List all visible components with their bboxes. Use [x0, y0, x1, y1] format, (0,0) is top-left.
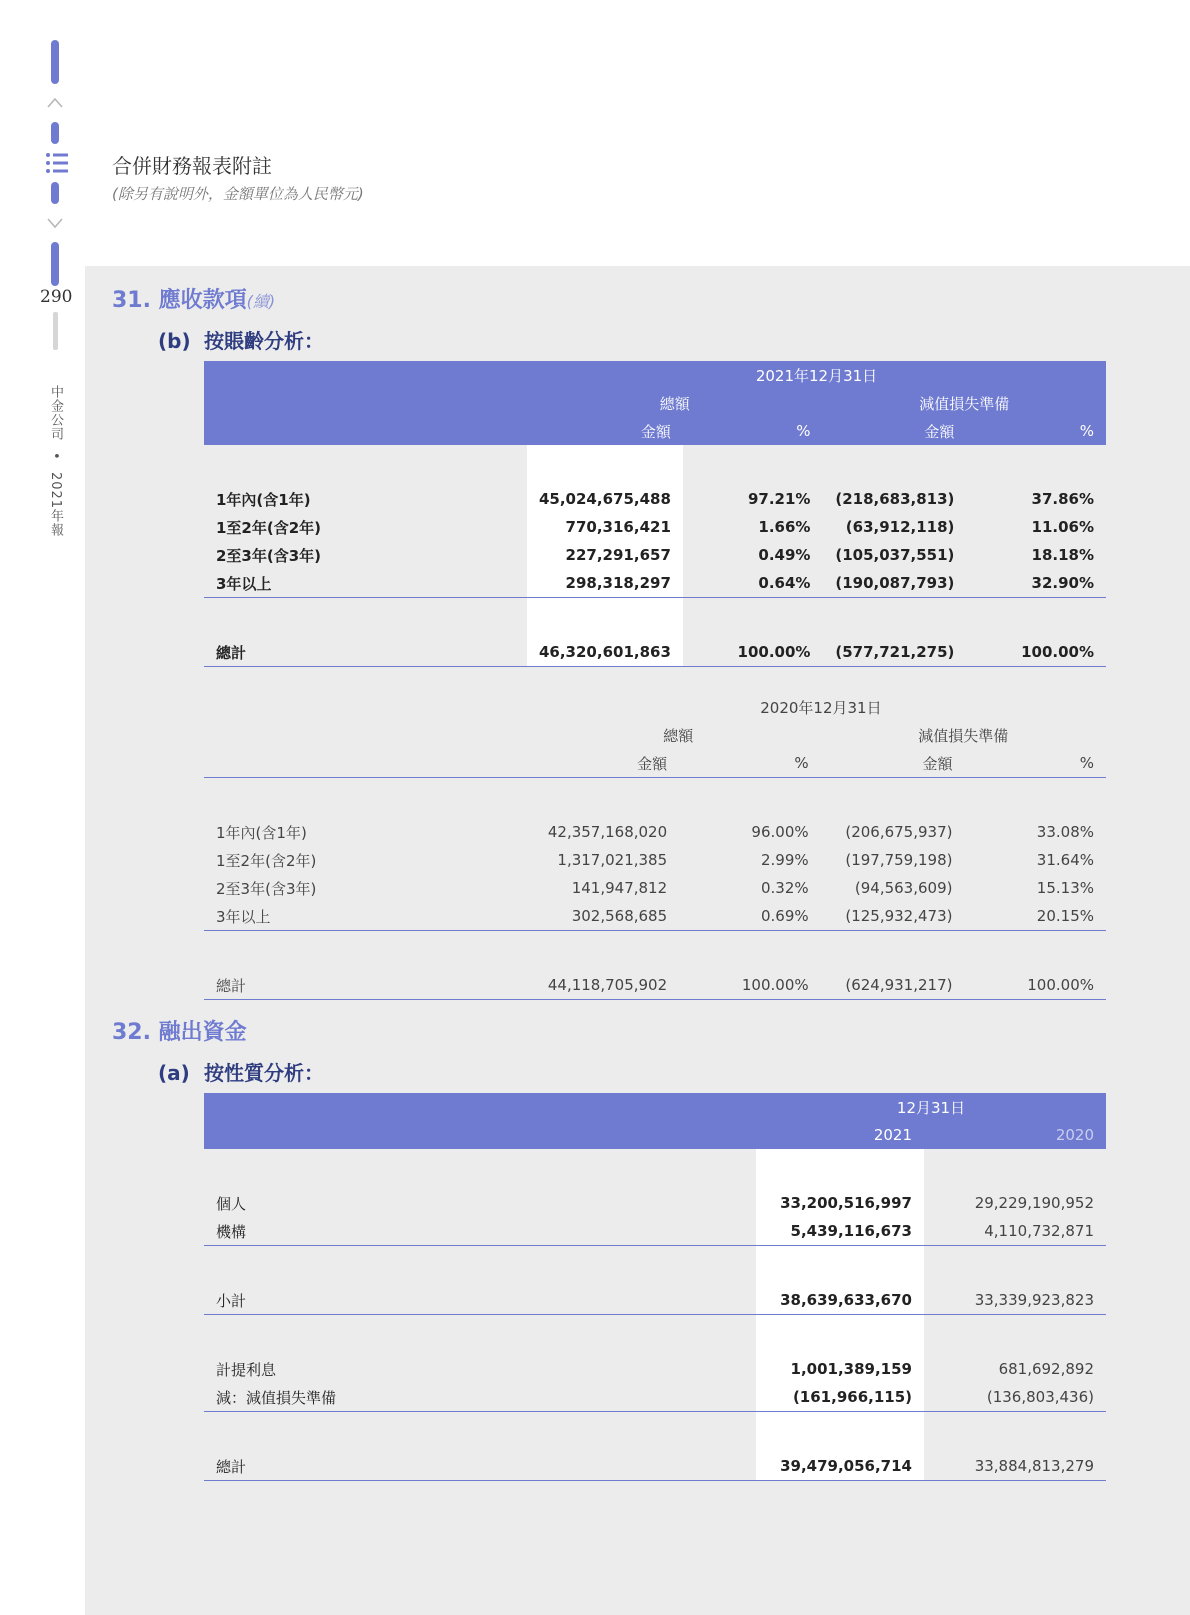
- nav-bar-top: [51, 40, 59, 84]
- table-row: 3年以上 302,568,685 0.69% (125,932,473) 20.15%: [204, 902, 1106, 931]
- margin-financing-table: [204, 1093, 1106, 1481]
- chevron-up-icon[interactable]: [46, 94, 64, 112]
- section-31b-heading: [158, 325, 324, 354]
- table-total-row: 總計 46,320,601,863 100.00% (577,721,275) 100.00%: [204, 638, 1106, 667]
- col-header-amount: 金額: [536, 749, 679, 778]
- table-total-row: 總計 39,479,056,714 33,884,813,279: [204, 1452, 1106, 1481]
- table-row: 減：減值損失準備 (161,966,115) (136,803,436): [204, 1383, 1106, 1412]
- col-header-pct: %: [966, 417, 1106, 445]
- section-number: 31.: [112, 288, 151, 313]
- table-row: 1年內(含1年) 45,024,675,488 97.21% (218,683,813) 37.86%: [204, 485, 1106, 513]
- col-header-amount: 金額: [821, 749, 965, 778]
- allowance-group-header: 減值損失準備: [822, 389, 1106, 417]
- section-title: 應收款項: [158, 288, 247, 313]
- allowance-group-header: 減值損失準備: [918, 726, 1009, 745]
- col-header-2020: 2020: [924, 1121, 1106, 1149]
- nav-bar-lower: [51, 182, 59, 204]
- side-report-label: [46, 385, 65, 537]
- table-row: 1年內(含1年) 42,357,168,020 96.00% (206,675,937) 33.08%: [216, 823, 1094, 842]
- subsection-title: 按賬齡分析：: [204, 329, 324, 353]
- table-date-header: 2020年12月31日: [760, 698, 882, 717]
- section-number: 32.: [112, 1020, 151, 1045]
- report-name: 2021年報: [48, 471, 63, 538]
- menu-list-icon[interactable]: [44, 150, 70, 176]
- aging-table-2020: [204, 693, 1106, 1000]
- table-row: 2至3年(含3年) 227,291,657 0.49% (105,037,551) 18.18%: [204, 541, 1106, 569]
- table-row: 計提利息 1,001,389,159 681,692,892: [204, 1355, 1106, 1383]
- section-32a-heading: [158, 1057, 324, 1086]
- subsection-label: (a): [158, 1061, 190, 1085]
- section-title: 融出資金: [158, 1020, 247, 1045]
- col-header-pct: %: [964, 749, 1106, 778]
- table-date-header: 2021年12月31日: [527, 361, 1106, 389]
- table-row: 2至3年(含3年) 141,947,812 0.32% (94,563,609) 15.13%: [216, 879, 1094, 898]
- aging-table-2021: [204, 361, 1106, 667]
- subsection-title: 按性質分析：: [204, 1061, 324, 1085]
- nav-bar-bottom: [51, 242, 59, 286]
- col-header-amount: 金額: [527, 417, 683, 445]
- col-header-pct: %: [683, 417, 823, 445]
- document-subtitle: (除另有說明外，金額單位為人民幣元): [112, 185, 364, 203]
- company-name: 中金公司: [48, 385, 63, 441]
- table-row: 機構 5,439,116,673 4,110,732,871: [204, 1217, 1106, 1246]
- section-32-heading: [112, 1015, 247, 1046]
- table-date-header: 12月31日: [756, 1093, 1106, 1121]
- page-number: 290: [40, 287, 73, 307]
- table-row: 個人 33,200,516,997 29,229,190,952: [204, 1189, 1106, 1217]
- nav-bar-divider: [53, 312, 58, 350]
- table-total-row: 總計 44,118,705,902 100.00% (624,931,217) 100.00%: [204, 971, 1106, 1000]
- document-title: 合併財務報表附註: [112, 154, 272, 178]
- section-continued: (續): [246, 292, 276, 311]
- table-row: 1至2年(含2年) 770,316,421 1.66% (63,912,118) 11.06%: [204, 513, 1106, 541]
- table-subtotal-row: 小計 38,639,633,670 33,339,923,823: [204, 1286, 1106, 1315]
- separator-dot: •: [48, 452, 63, 461]
- table-row: 1至2年(含2年) 1,317,021,385 2.99% (197,759,198) 31.64%: [216, 851, 1094, 870]
- col-header-pct: %: [679, 749, 820, 778]
- nav-bar-upper: [51, 122, 59, 144]
- gross-group-header: 總額: [663, 726, 694, 745]
- subsection-label: (b): [158, 329, 191, 353]
- col-header-amount: 金額: [822, 417, 966, 445]
- left-nav-rail: [0, 0, 85, 1615]
- chevron-down-icon[interactable]: [46, 214, 64, 232]
- table-row: 3年以上 298,318,297 0.64% (190,087,793) 32.90%: [204, 569, 1106, 598]
- section-31-heading: [112, 283, 275, 314]
- gross-group-header: 總額: [527, 389, 822, 417]
- col-header-2021: 2021: [756, 1121, 924, 1149]
